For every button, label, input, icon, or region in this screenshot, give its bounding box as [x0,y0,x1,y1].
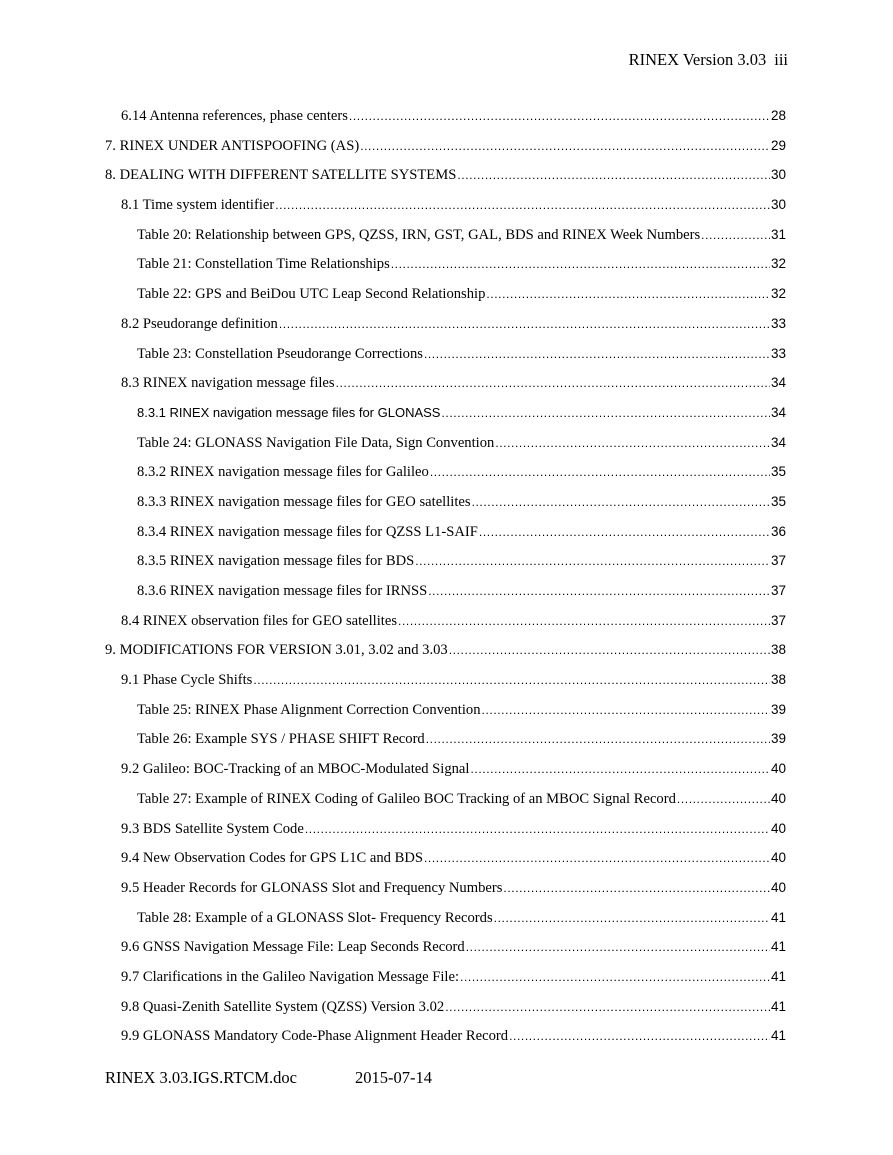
toc-entry-page: 35 [770,493,786,509]
toc-entry-page: 37 [770,612,786,628]
toc-entry-label: 8.3.5 RINEX navigation message files for BDS [137,553,415,570]
table-of-contents [105,104,786,1054]
toc-dot-leader [479,521,770,544]
toc-dot-leader [457,164,770,187]
toc-entry[interactable] [105,520,786,550]
toc-entry[interactable] [105,727,786,757]
toc-dot-leader [509,1025,770,1048]
toc-dot-leader [460,966,770,989]
toc-entry[interactable] [105,223,786,253]
toc-entry-page: 30 [770,197,786,213]
toc-entry-label: Table 20: Relationship between GPS, QZSS, IRN, GST, GAL, BDS and RINEX Week Numbers [137,226,701,243]
toc-entry[interactable] [105,252,786,282]
document-title: RINEX Version 3.03 [628,50,767,69]
toc-dot-leader [482,699,770,722]
toc-entry[interactable] [105,134,786,164]
toc-entry[interactable] [105,846,786,876]
toc-entry-label: 8.3.3 RINEX navigation message files for GEO satellites [137,493,471,510]
toc-entry[interactable] [105,163,786,193]
toc-entry-page: 40 [770,790,786,806]
toc-dot-leader [279,313,770,336]
toc-entry-page: 32 [770,256,786,272]
toc-entry-label: 9.8 Quasi-Zenith Satellite System (QZSS) Version 3.02 [121,998,445,1015]
toc-entry-label: 9.7 Clarifications in the Galileo Navigation Message File: [121,968,460,985]
toc-entry[interactable] [105,609,786,639]
toc-dot-leader [449,639,770,662]
toc-entry-label: 8.3.4 RINEX navigation message files for QZSS L1-SAIF [137,523,478,540]
toc-entry[interactable] [105,906,786,936]
toc-entry[interactable] [105,876,786,906]
toc-entry-label: 7. RINEX UNDER ANTISPOOFING (AS) [105,137,360,154]
toc-entry-label: 9. MODIFICATIONS FOR VERSION 3.01, 3.02 and 3.03 [105,642,448,659]
toc-entry-page: 41 [770,998,786,1014]
toc-entry-label: Table 27: Example of RINEX Coding of Galileo BOC Tracking of an MBOC Signal Record [137,790,676,807]
toc-entry[interactable] [105,193,786,223]
toc-entry[interactable] [105,104,786,134]
toc-entry-page: 31 [770,226,786,242]
toc-dot-leader [445,996,770,1019]
toc-entry[interactable] [105,817,786,847]
toc-entry[interactable] [105,698,786,728]
toc-entry-page: 38 [770,672,786,688]
page-footer [105,1068,432,1088]
toc-entry-label: 9.4 New Observation Codes for GPS L1C and BDS [121,850,423,867]
toc-entry[interactable] [105,312,786,342]
toc-entry-page: 39 [770,731,786,747]
toc-entry-label: 9.3 BDS Satellite System Code [121,820,304,837]
toc-entry-label: Table 23: Constellation Pseudorange Corrections [137,345,423,362]
toc-entry-page: 38 [770,642,786,658]
toc-entry-page: 34 [770,375,786,391]
toc-entry[interactable] [105,431,786,461]
toc-dot-leader [494,907,770,930]
toc-entry-page: 30 [770,167,786,183]
toc-entry-page: 41 [770,1028,786,1044]
toc-entry[interactable] [105,995,786,1025]
toc-dot-leader [349,105,770,128]
toc-entry-label: Table 21: Constellation Time Relationships [137,256,390,273]
toc-dot-leader [428,580,770,603]
toc-dot-leader [472,491,770,514]
toc-entry-label: 6.14 Antenna references, phase centers [121,108,348,124]
toc-entry-label: 9.5 Header Records for GLONASS Slot and Frequency Numbers [121,879,503,896]
toc-dot-leader [305,818,770,841]
toc-entry[interactable] [105,490,786,520]
toc-entry-page: 33 [770,315,786,331]
toc-entry-label: 8.3.6 RINEX navigation message files for IRNSS [137,583,428,599]
toc-entry-label: Table 28: Example of a GLONASS Slot- Frequency Records [137,909,493,926]
toc-entry-page: 29 [770,137,786,153]
toc-entry-page: 32 [770,286,786,302]
toc-entry-label: 8.1 Time system identifier [121,197,275,214]
toc-entry-label: 8.3.1 RINEX navigation message files for GLONASS [137,404,441,420]
toc-entry-page: 28 [770,108,786,123]
toc-entry-page: 40 [770,879,786,895]
toc-dot-leader [398,610,770,633]
toc-entry[interactable] [105,668,786,698]
toc-entry-page: 40 [770,761,786,777]
toc-entry-page: 39 [770,701,786,717]
toc-entry-page: 37 [770,583,786,598]
page-number: iii [774,50,788,69]
toc-dot-leader [441,402,769,425]
toc-entry-label: Table 24: GLONASS Navigation File Data, Sign Convention [137,434,495,451]
toc-entry-label: 8. DEALING WITH DIFFERENT SATELLITE SYSTEMS [105,167,457,184]
toc-entry[interactable] [105,638,786,668]
toc-entry-label: 8.2 Pseudorange definition [121,315,278,332]
toc-dot-leader [470,758,770,781]
toc-entry-label: 8.4 RINEX observation files for GEO satellites [121,612,398,629]
toc-entry-page: 34 [770,434,786,450]
footer-date: 2015-07-14 [354,1068,432,1087]
toc-dot-leader [466,936,770,959]
toc-entry[interactable] [105,549,786,579]
toc-dot-leader [486,283,770,306]
toc-dot-leader [391,253,770,276]
toc-entry-label: 8.3 RINEX navigation message files [121,375,335,392]
toc-dot-leader [503,877,770,900]
toc-entry-label: 9.2 Galileo: BOC-Tracking of an MBOC-Modulated Signal [121,761,470,778]
toc-dot-leader [495,432,770,455]
toc-entry-label: 9.9 GLONASS Mandatory Code-Phase Alignment Header Record [121,1028,509,1045]
toc-entry-label: Table 26: Example SYS / PHASE SHIFT Record [137,731,425,748]
toc-entry[interactable] [105,579,786,609]
toc-dot-leader [424,847,770,870]
toc-entry-label: Table 25: RINEX Phase Alignment Correction Convention [137,701,481,718]
toc-entry[interactable] [105,757,786,787]
toc-dot-leader [253,669,770,692]
toc-dot-leader [336,372,770,395]
toc-entry-page: 37 [770,553,786,569]
toc-entry-page: 41 [770,939,786,955]
toc-entry[interactable] [105,282,786,312]
toc-dot-leader [275,194,770,217]
toc-entry-label: 8.3.2 RINEX navigation message files for Galileo [137,464,429,481]
toc-entry[interactable] [105,460,786,490]
toc-entry-label: Table 22: GPS and BeiDou UTC Leap Second Relationship [137,286,486,303]
toc-entry[interactable] [105,401,786,431]
toc-dot-leader [677,788,770,811]
toc-entry-label: 9.6 GNSS Navigation Message File: Leap Seconds Record [121,939,465,956]
toc-entry[interactable] [105,342,786,372]
footer-filename: RINEX 3.03.IGS.RTCM.doc [105,1068,297,1087]
toc-entry[interactable] [105,1024,786,1054]
toc-entry[interactable] [105,371,786,401]
toc-entry[interactable] [105,965,786,995]
toc-entry-page: 40 [770,820,786,836]
toc-entry-page: 40 [770,850,786,866]
toc-dot-leader [360,135,770,158]
toc-dot-leader [424,343,770,366]
toc-entry-page: 41 [770,968,786,984]
toc-entry-page: 36 [770,523,786,539]
toc-entry-label: 9.1 Phase Cycle Shifts [121,672,253,689]
toc-entry-page: 41 [770,909,786,925]
toc-entry-page: 34 [770,404,786,420]
toc-entry-page: 35 [770,464,786,480]
toc-entry[interactable] [105,935,786,965]
page-header [629,50,788,70]
toc-dot-leader [701,224,770,247]
toc-dot-leader [426,728,770,751]
toc-dot-leader [415,550,770,573]
toc-dot-leader [430,461,770,484]
toc-entry[interactable] [105,787,786,817]
toc-entry-page: 33 [770,345,786,361]
